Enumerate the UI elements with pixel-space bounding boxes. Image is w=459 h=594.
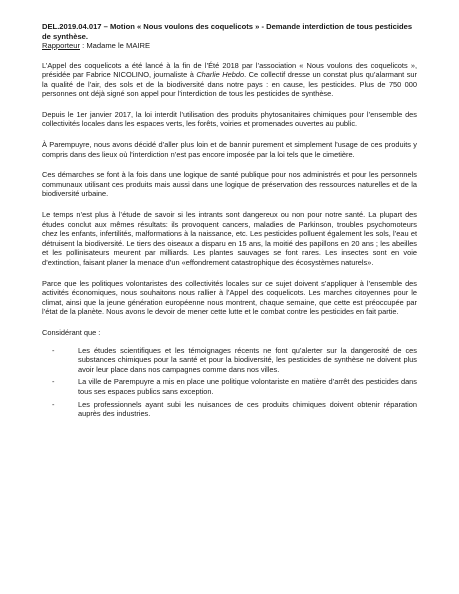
paragraph-parempuyre: À Parempuyre, nous avons décidé d’aller plus loin et de bannir purement et simplement l’usage de ces produits y compris dans des lieux où l’interdiction n’est pas encore imposée par la loi tels que le cimetière. <box>42 140 417 159</box>
paragraph-demarches: Ces démarches se font à la fois dans une logique de santé publique pour nos administrés et pour les personnels communaux utilisant ces produits mais aussi dans une logique de préservation des ressources naturelles et de la biodiversité urbaine. <box>42 170 417 199</box>
paragraph-appel-emphasis: Charlie Hebdo <box>196 70 245 80</box>
list-dash: - <box>52 345 55 355</box>
paragraph-appel-text-b: . Ce collectif dresse un constat plus qu’alarmant sur la qualité de l’air, des sols et de la biodiversité dans notre pays : en cause, les pesticides. Plus de 750 000 personnes ont déjà signé son appel pour l’interdiction de tous les pesticides de synthèse. <box>42 70 417 99</box>
considerant-list <box>42 346 417 419</box>
paragraph-appel-text-a: L’Appel des coquelicots a été lancé à la fin de l’Été 2018 par l’association « Nous voulons des coquelicots », présidée par Fabrice NICOLINO, journaliste à <box>42 60 417 80</box>
rapporteur-value: : Madame le MAIRE <box>80 41 151 50</box>
list-item <box>52 400 417 419</box>
deliberation-title: DEL.2019.04.017 – Motion « Nous voulons des coquelicots » - Demande interdiction de tous pesticides de synthèse. <box>42 22 413 41</box>
list-item-text: Les études scientifiques et les témoignages récents ne font qu’alerter sur la dangerosité de ces substances chimiques pour la santé et pour la biodiversité, les pesticides de synthèse ne doivent plus avoir leur place dans nos campagnes comme dans nos villes. <box>78 345 417 374</box>
paragraph-politiques: Parce que les politiques volontaristes des collectivités locales sur ce sujet doivent s’appliquer à l’ensemble des activités économiques, nous souhaitons nous rallier à l’Appel des coquelicots. Les marches citoyennes pour le climat, ainsi que la jeune génération européenne nous montrent, chaque semaine, que cette est préoccupée par l’état de la planète. Nous avons le devoir de mener cette lutte et le combat contre les pesticides en fait partie. <box>42 278 417 317</box>
paragraph-sante: Le temps n’est plus à l’étude de savoir si les intrants sont dangereux ou non pour notre santé. La plupart des études conclut aux mêmes résultats: ils provoquent cancers, maladies de Parkinson, troubles psychomoteurs chez les enfants, infertilités, malformations à la naissance, etc. Les pesticides polluent également les sols, l’eau et détruisent la biodiversité. Le tiers des oiseaux a disparu en 15 ans, la moitié des papillons en 20 ans ; les abeilles et les pollinisateurs meurent par milliards. Les plantes sauvages se font rares. Les insectes sont en voie d’extinction, faisant planer la menace d’un «effondrement catastrophique des écosystèmes naturels». <box>42 210 417 267</box>
considerant-intro: Considérant que : <box>42 327 101 337</box>
paragraph-loi: Depuis le 1er janvier 2017, la loi interdit l’utilisation des produits phytosanitaires chimiques pour l’ensemble des collectivités locales dans les espaces verts, les forêts, voiries et promenades ouvertes au public. <box>42 109 417 129</box>
list-item-text: Les professionnels ayant subi les nuisances de ces produits chimiques doivent obtenir réparation auprès des industries. <box>78 399 417 419</box>
rapporteur-label: Rapporteur <box>42 41 80 50</box>
list-item <box>52 377 417 396</box>
list-item <box>52 346 417 375</box>
list-item-text: La ville de Parempuyre a mis en place une politique volontariste en matière d’arrêt des pesticides dans tous ses espaces publics sans exception. <box>78 377 417 396</box>
rapporteur-line <box>42 41 417 51</box>
list-dash: - <box>52 377 55 387</box>
paragraph-appel <box>42 61 417 99</box>
list-dash: - <box>52 399 55 409</box>
